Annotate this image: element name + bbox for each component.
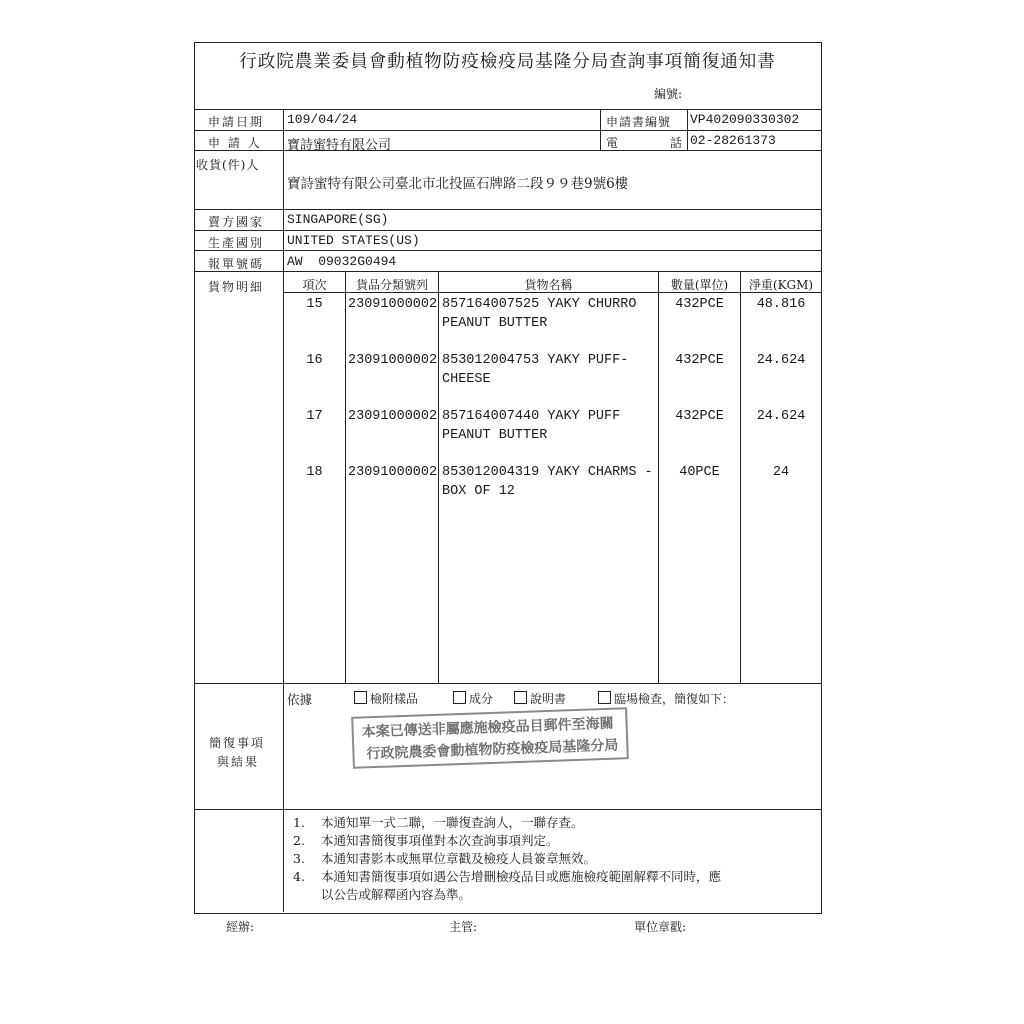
declaration-number-label: 報單號碼 — [208, 257, 265, 271]
consignee-label: 收貨(件)人 — [196, 158, 260, 172]
column-header-item: 項次 — [302, 278, 327, 292]
row-goods-name: 853012004319 YAKY CHARMS - — [442, 465, 653, 480]
option-manual — [514, 690, 566, 707]
column-header-weight: 淨重(KGM) — [748, 278, 814, 292]
phone-label: 電 話 — [606, 136, 706, 150]
serial-number-label: 編號: — [654, 87, 683, 101]
official-stamp — [351, 707, 629, 769]
note-text: 本通知單一式二聯，一聯復查詢人，一聯存查。 — [321, 815, 584, 830]
ingredients-option-label: 成分 — [469, 692, 494, 706]
manual-option-label: 說明書 — [530, 692, 567, 706]
row-net-weight: 48.816 — [756, 297, 806, 312]
list-item — [293, 868, 721, 886]
row-quantity: 40PCE — [679, 465, 720, 480]
row-goods-name-cont: PEANUT BUTTER — [442, 428, 548, 443]
row-goods-name: 857164007440 YAKY PUFF — [442, 409, 621, 424]
note-number: 1. — [293, 815, 305, 830]
row-quantity: 432PCE — [675, 353, 724, 368]
column-header-code: 貨品分類號列 — [355, 278, 428, 292]
handler-label: 經辦: — [226, 920, 255, 934]
row-goods-name-cont: PEANUT BUTTER — [442, 316, 548, 331]
application-number-value: VP402090330302 — [690, 112, 800, 127]
reply-label-cont: 與結果 — [217, 755, 260, 769]
notes-list — [293, 814, 721, 904]
row-item-number: 16 — [306, 353, 323, 368]
row-goods-name: 857164007525 YAKY CHURRO — [442, 297, 637, 312]
stamp-line-1: 本案已傳送非屬應施檢疫品目郵件至海關 — [361, 715, 614, 741]
row-goods-name-cont: CHEESE — [442, 372, 491, 387]
reply-label: 簡復事項 — [209, 736, 266, 750]
row-tariff-code: 23091000002 — [348, 353, 438, 368]
stamp-line-2: 行政院農委會動植物防疫檢疫局基隆分局 — [366, 737, 619, 763]
row-net-weight: 24 — [772, 465, 790, 480]
note-text: 以公告或解釋函內容為準。 — [321, 887, 472, 902]
samples-option-label: 檢附樣品 — [370, 692, 419, 706]
applicant-value: 寶詩蜜特有限公司 — [287, 138, 392, 153]
basis-label: 依據 — [287, 692, 313, 707]
column-header-quantity: 數量(單位) — [670, 278, 729, 292]
row-tariff-code: 23091000002 — [348, 465, 438, 480]
option-samples — [354, 690, 418, 707]
option-onsite-inspection — [598, 690, 734, 707]
row-tariff-code: 23091000002 — [348, 297, 438, 312]
seller-country-value: SINGAPORE(SG) — [287, 212, 389, 227]
note-text: 本通知書簡復事項僅對本次查詢事項判定。 — [321, 833, 559, 848]
row-item-number: 18 — [306, 465, 323, 480]
supervisor-label: 主管: — [449, 920, 478, 934]
note-number: 3. — [293, 851, 305, 866]
origin-country-label: 生產國別 — [208, 236, 265, 250]
row-quantity: 432PCE — [675, 409, 724, 424]
list-item — [293, 886, 721, 904]
onsite-inspection-checkbox[interactable] — [598, 691, 611, 704]
row-goods-name-cont: BOX OF 12 — [442, 484, 515, 499]
consignee-value: 寶詩蜜特有限公司臺北市北投區石牌路二段９９巷9號6樓 — [287, 176, 629, 192]
row-goods-name: 853012004753 YAKY PUFF- — [442, 353, 629, 368]
applicant-label: 申 請 人 — [208, 136, 262, 150]
phone-value: 02-28261373 — [690, 133, 776, 148]
row-quantity: 432PCE — [675, 297, 724, 312]
list-item — [293, 850, 721, 868]
note-number: 4. — [293, 869, 305, 884]
list-item — [293, 832, 721, 850]
seller-country-label: 賣方國家 — [208, 215, 265, 229]
apply-date-value: 109/04/24 — [287, 112, 358, 127]
declaration-number-value: AW 09032G0494 — [287, 254, 397, 269]
origin-country-value: UNITED STATES(US) — [287, 233, 420, 248]
ingredients-checkbox[interactable] — [453, 691, 466, 704]
row-net-weight: 24.624 — [756, 409, 806, 424]
samples-checkbox[interactable] — [354, 691, 367, 704]
manual-checkbox[interactable] — [514, 691, 527, 704]
page-title: 行政院農業委員會動植物防疫檢疫局基隆分局查詢事項簡復通知書 — [239, 52, 776, 72]
column-header-name: 貨物名稱 — [524, 278, 573, 292]
onsite-inspection-option-label: 臨場檢查，簡復如下： — [614, 692, 735, 706]
row-tariff-code: 23091000002 — [348, 409, 438, 424]
note-text: 本通知書簡復事項如遇公告增刪檢疫品目或應施檢疫範圍解釋不同時，應 — [321, 869, 722, 884]
application-number-label: 申請書編號 — [606, 115, 672, 129]
note-number: 2. — [293, 833, 305, 848]
unit-stamp-label: 單位章戳: — [634, 920, 687, 934]
row-net-weight: 24.624 — [756, 353, 806, 368]
goods-detail-label: 貨物明細 — [208, 280, 265, 294]
note-text: 本通知書影本或無單位章戳及檢疫人員簽章無效。 — [321, 851, 597, 866]
apply-date-label: 申請日期 — [208, 115, 265, 129]
row-item-number: 15 — [306, 297, 323, 312]
option-ingredients — [453, 690, 493, 707]
row-item-number: 17 — [306, 409, 323, 424]
list-item — [293, 814, 721, 832]
